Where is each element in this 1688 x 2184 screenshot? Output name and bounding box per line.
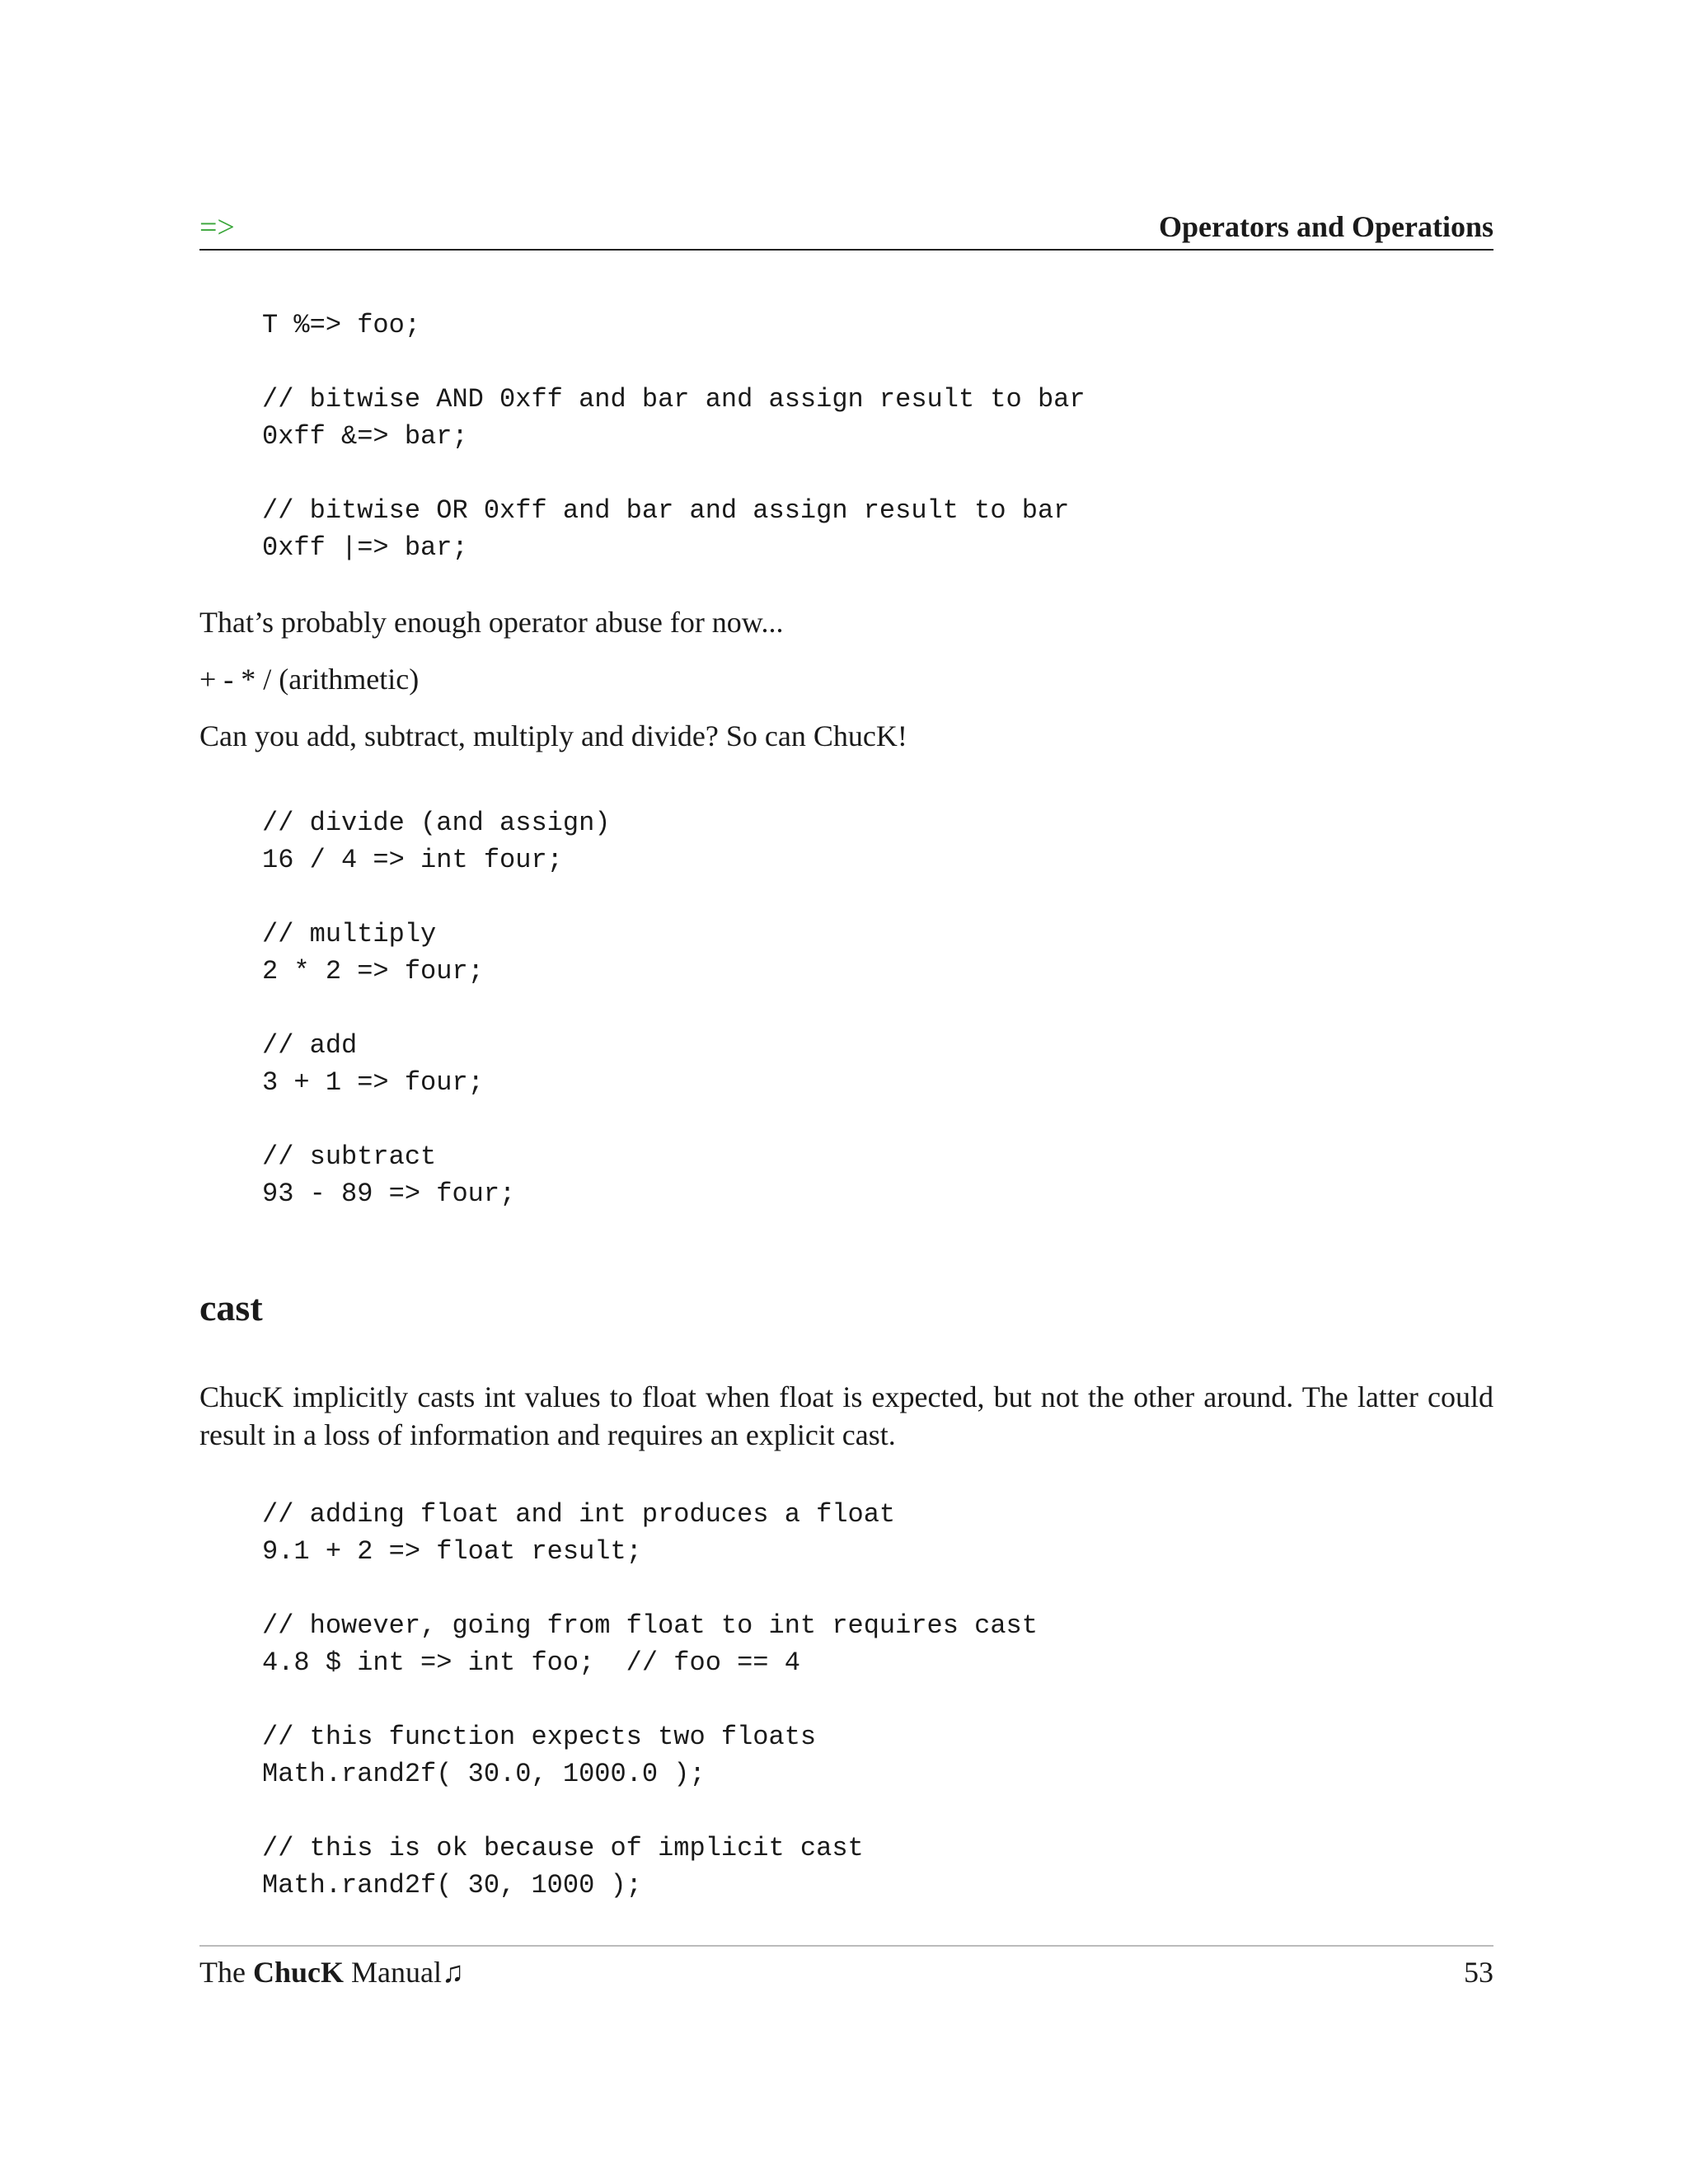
header-chuck-operator: => [199,210,235,245]
code-block-arithmetic: // divide (and assign) 16 / 4 => int four; // multiply 2 * 2 => four; // add 3 + 1 => four; // subtract 93 - 89 => four; [262,808,611,1209]
paragraph-operator-abuse: That’s probably enough operator abuse for now... [199,606,784,639]
code-block-bitwise: T %=> foo; // bitwise AND 0xff and bar and assign result to bar 0xff &=> bar; // bitwise OR 0xff and bar and assign result to bar 0xff |=> bar; [262,310,1085,563]
footer-divider [199,1945,1493,1947]
arithmetic-heading: + - * / (arithmetic) [199,663,420,696]
paragraph-cast-description: ChucK implicitly casts int values to float when float is expected, but not the other around. The latter could result in a loss of information and requires an explicit cast. [199,1380,1493,1451]
paragraph-arithmetic-intro: Can you add, subtract, multiply and divide? So can ChucK! [199,719,907,752]
page-number: 53 [1464,1956,1493,1989]
section-title-cast: cast [199,1286,263,1329]
header-chapter-title: Operators and Operations [1158,210,1493,243]
code-block-cast: // adding float and int produces a float 9.1 + 2 => float result; // however, going from float to int requires cast 4.8 $ int => int foo; // foo == 4 // this function expects two floats Math.rand2f( 30.0, 1000.0 ); // this is ok because of implicit cast Math.rand2f( 30, 1000 ); [262,1499,1038,1900]
footer-manual-title [199,1955,464,1990]
footer-manual: Manual♫ [351,1956,464,1989]
footer-chuck: ChucK [252,1956,344,1989]
footer-the: The [199,1956,246,1989]
page-header [199,206,1493,251]
manual-page [199,0,1493,2184]
